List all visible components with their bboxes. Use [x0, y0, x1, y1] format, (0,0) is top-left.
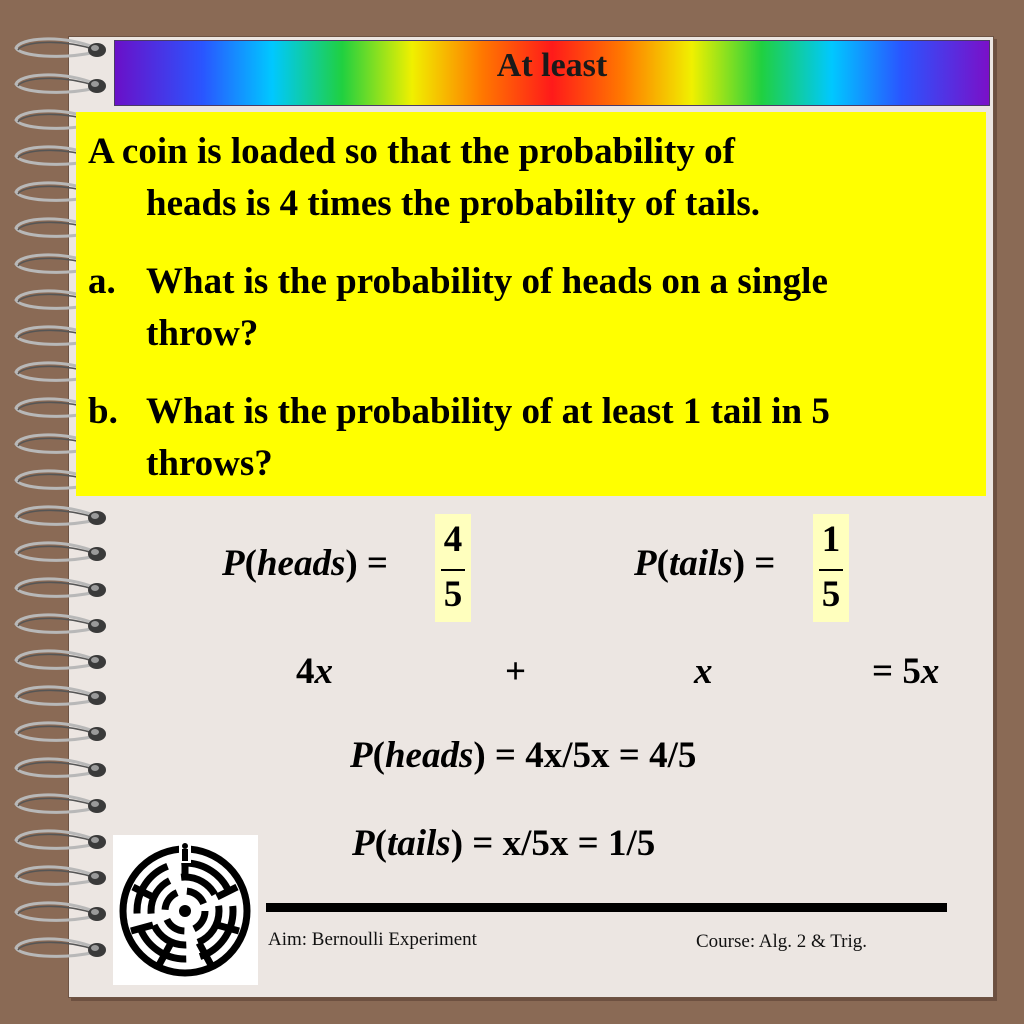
p-tails-fraction: [813, 514, 849, 622]
binder-ring: [16, 75, 106, 93]
p-tails-denominator: 5: [821, 574, 841, 615]
binder-ring: [16, 579, 106, 597]
footer-divider: [266, 903, 947, 912]
sum-result: = 5x: [872, 651, 940, 692]
binder-ring: [16, 903, 106, 921]
p-tails-numerator: 1: [821, 519, 841, 560]
p-heads-denominator: 5: [443, 574, 463, 615]
binder-ring: [16, 615, 106, 633]
item-a-line1: What is the probability of heads on a single: [146, 261, 828, 302]
binder-ring: [16, 687, 106, 705]
binder-ring: [16, 795, 106, 813]
title-bar: [114, 40, 990, 106]
p-heads-equation: P(heads) =: [222, 543, 388, 584]
binder-ring: [16, 867, 106, 885]
binder-ring: [16, 543, 106, 561]
problem-box: [76, 112, 986, 496]
maze-logo-icon: [113, 835, 258, 985]
binder-ring: [16, 831, 106, 849]
slide-title: At least: [496, 47, 608, 84]
binder-ring: [16, 759, 106, 777]
p-heads-fraction: [435, 514, 471, 622]
binder-ring: [16, 939, 106, 957]
sum-term-1: 4x: [296, 651, 333, 692]
tails-calculation: P(tails) = x/5x = 1/5: [352, 823, 656, 864]
fraction-bar: [441, 569, 465, 571]
problem-intro-line1: A coin is loaded so that the probability of: [88, 131, 735, 172]
sum-plus: +: [505, 651, 527, 692]
problem-intro-line2: heads is 4 times the probability of tails.: [146, 183, 760, 224]
item-b-marker: b.: [88, 391, 118, 432]
binder-ring: [16, 723, 106, 741]
p-heads-numerator: 4: [443, 519, 463, 560]
item-b-line1: What is the probability of at least 1 tail in 5: [146, 391, 830, 432]
fraction-bar: [819, 569, 843, 571]
item-a-line2: throw?: [146, 313, 259, 354]
footer-course: Course: Alg. 2 & Trig.: [696, 931, 868, 952]
binder-ring: [16, 507, 106, 525]
footer-aim: Aim: Bernoulli Experiment: [268, 929, 477, 950]
heads-calculation: P(heads) = 4x/5x = 4/5: [350, 735, 697, 776]
item-b-line2: throws?: [146, 443, 273, 484]
item-a-marker: a.: [88, 261, 116, 302]
binder-ring: [16, 39, 106, 57]
logo-panel: [113, 835, 258, 985]
binder-ring: [16, 651, 106, 669]
sum-term-2: x: [694, 651, 713, 692]
p-tails-equation: P(tails) =: [634, 543, 776, 584]
